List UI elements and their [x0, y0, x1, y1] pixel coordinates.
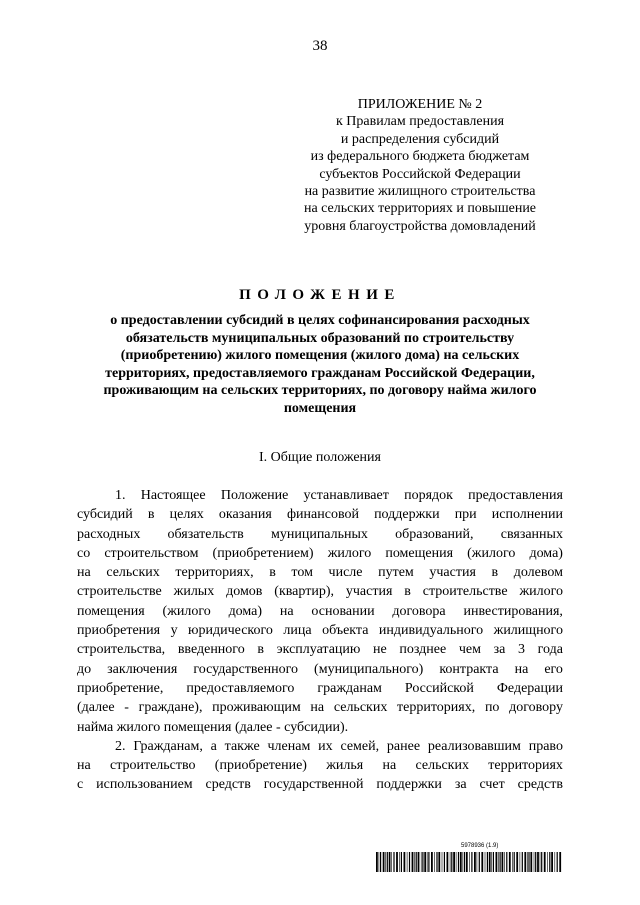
appendix-line: на сельских территориях и повышение	[303, 201, 537, 217]
appendix-line: субъектов Российской Федерации	[319, 166, 521, 182]
paragraph-line: с использованием средств государственной поддержки за счет средств	[77, 777, 563, 793]
barcode-icon	[376, 852, 562, 872]
subtitle-line: (приобретению) жилого помещения (жилого дома) на сельских	[120, 348, 520, 364]
document-serial-number: 5978936 (1.9)	[461, 843, 499, 849]
paragraph-line: расходных обязательств муниципальных образований, связанных	[77, 526, 563, 542]
subtitle-line: о предоставлении субсидий в целях софинансирования расходных	[110, 313, 530, 328]
document-subtitle	[80, 312, 560, 418]
paragraph-line: со строительством (приобретением) жилого помещения (жилого дома)	[77, 545, 563, 561]
paragraph-line: субсидий в целях оказания финансовой поддержки при исполнении	[77, 507, 563, 523]
appendix-block	[286, 96, 554, 235]
subtitle-line: обязательств муниципальных образований по строительству	[125, 330, 515, 346]
paragraph-line: найма жилого помещения (далее - субсидии).	[77, 719, 349, 735]
paragraph-line: помещения (жилого дома) на основании договора инвестирования,	[77, 603, 563, 619]
paragraph-line: (далее - граждане), проживающим на сельских территориях, по договору	[77, 700, 563, 716]
subtitle-line: проживающим на сельских территориях, по договору найма жилого	[103, 383, 537, 399]
appendix-line: из федерального бюджета бюджетам	[310, 149, 530, 165]
paragraph-line: на сельских территориях, в том числе путем участия в долевом	[77, 565, 563, 581]
body-text	[77, 486, 563, 795]
paragraph-line: 1. Настоящее Положение устанавливает порядок предоставления	[115, 488, 563, 503]
appendix-line: ПРИЛОЖЕНИЕ № 2	[357, 97, 483, 112]
paragraph-line: приобретения у юридического лица объекта индивидуального жилищного	[77, 623, 563, 639]
section-heading: I. Общие положения	[259, 450, 381, 465]
paragraph-line: приобретение, предоставляемого гражданам Российской Федерации	[77, 680, 563, 696]
appendix-line: на развитие жилищного строительства	[304, 184, 536, 200]
appendix-line: к Правилам предоставления	[335, 114, 505, 130]
paragraph-line: до заключения государственного (муниципального) контракта на его	[77, 661, 563, 677]
document-title: ПОЛОЖЕНИЕ	[239, 287, 401, 303]
paragraph-line: строительстве жилых домов (квартир), участия в строительстве жилого	[77, 584, 563, 600]
appendix-line: и распределения субсидий	[340, 131, 500, 147]
paragraph-line: строительства, введенного в эксплуатацию не позднее чем за 3 года	[77, 642, 563, 658]
subtitle-line: территориях, предоставляемого гражданам Российской Федерации,	[105, 365, 535, 381]
paragraph-line: на строительство (приобретение) жилья на сельских территориях	[77, 758, 563, 774]
subtitle-line: помещения	[283, 400, 357, 416]
page-number: 38	[312, 38, 328, 54]
appendix-line: уровня благоустройства домовладений	[304, 218, 536, 234]
paragraph-line: 2. Гражданам, а также членам их семей, ранее реализовавшим право	[115, 738, 563, 754]
